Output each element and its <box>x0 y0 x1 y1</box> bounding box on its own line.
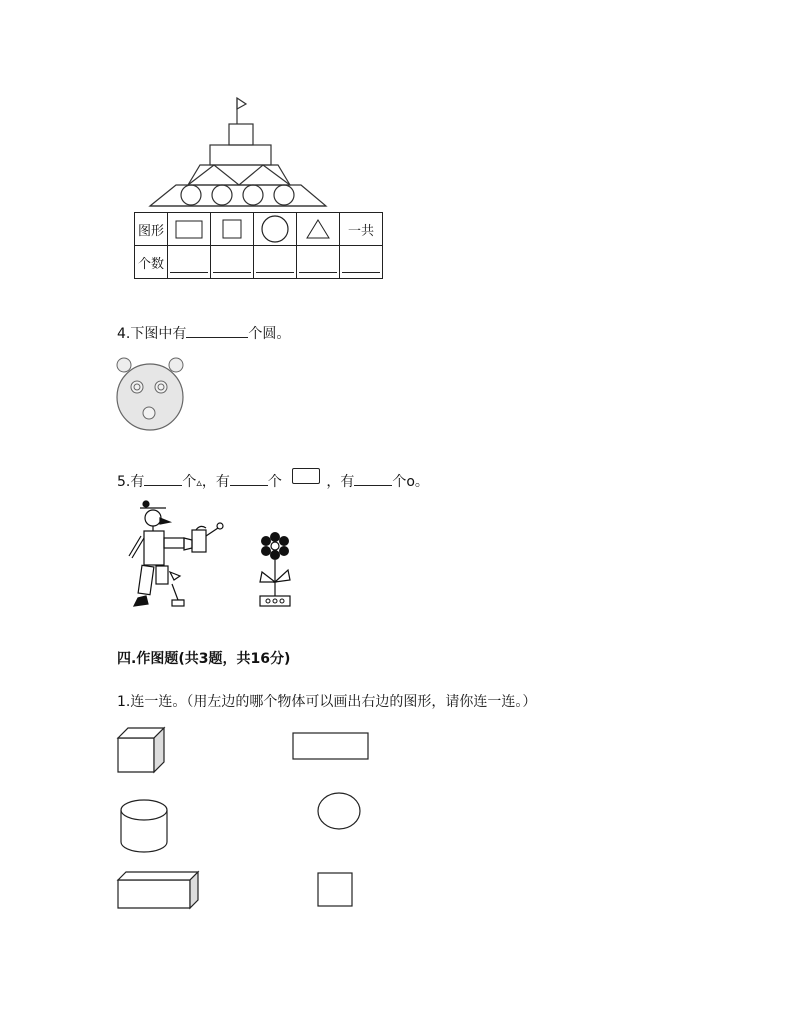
rectangle-icon <box>174 218 204 240</box>
square-icon[interactable] <box>316 871 356 909</box>
answer-blank[interactable] <box>230 471 268 486</box>
section-title: 四.作图题(共3题，共16分) <box>117 651 291 667</box>
q5-text: ，有 <box>326 474 355 490</box>
q5-text: 5.有 <box>117 474 145 490</box>
total-label: 一共 <box>340 213 383 246</box>
flower-figure <box>254 530 296 610</box>
table-row <box>135 213 383 246</box>
triangle-symbol: ▵ <box>196 476 202 489</box>
q5-text: 个 <box>392 474 407 490</box>
answer-blank[interactable] <box>211 246 254 279</box>
robot-figure <box>126 500 230 610</box>
shape-count-table <box>134 212 383 279</box>
q5-text: 个 <box>267 474 282 490</box>
answer-blank[interactable] <box>340 246 383 279</box>
table-cell <box>297 213 340 246</box>
q5-text: 个 <box>182 474 197 490</box>
q4-suffix: 个圆。 <box>248 326 291 342</box>
answer-blank[interactable] <box>354 471 392 486</box>
question-4-1: 1.连一连。（用左边的哪个物体可以画出右边的图形，请你连一连。） <box>117 694 537 710</box>
answer-blank[interactable] <box>144 471 182 486</box>
square-icon <box>221 218 243 240</box>
table-row <box>135 246 383 279</box>
circle-icon <box>260 214 290 244</box>
oval-icon[interactable] <box>316 792 362 832</box>
row-label-shape: 图形 <box>135 213 168 246</box>
table-cell <box>211 213 254 246</box>
q5-text: ，有 <box>201 474 230 490</box>
answer-blank[interactable] <box>254 246 297 279</box>
q5-text: 。 <box>414 474 429 490</box>
bear-face-figure <box>112 355 190 433</box>
table-cell <box>168 213 211 246</box>
cube-icon[interactable] <box>116 726 168 776</box>
answer-blank[interactable] <box>186 323 248 338</box>
circle-symbol: o <box>406 474 415 490</box>
question-4 <box>117 323 290 344</box>
rectangle-icon <box>292 468 320 484</box>
cylinder-icon[interactable] <box>118 798 170 856</box>
table-cell <box>254 213 297 246</box>
rectangle-icon[interactable] <box>292 732 370 762</box>
answer-blank[interactable] <box>297 246 340 279</box>
answer-blank[interactable] <box>168 246 211 279</box>
row-label-count: 个数 <box>135 246 168 279</box>
triangle-icon <box>305 218 331 240</box>
cuboid-icon[interactable] <box>116 870 202 912</box>
ship-figure <box>148 96 328 210</box>
q4-prefix: 4.下图中有 <box>117 326 187 342</box>
question-5 <box>117 468 429 493</box>
